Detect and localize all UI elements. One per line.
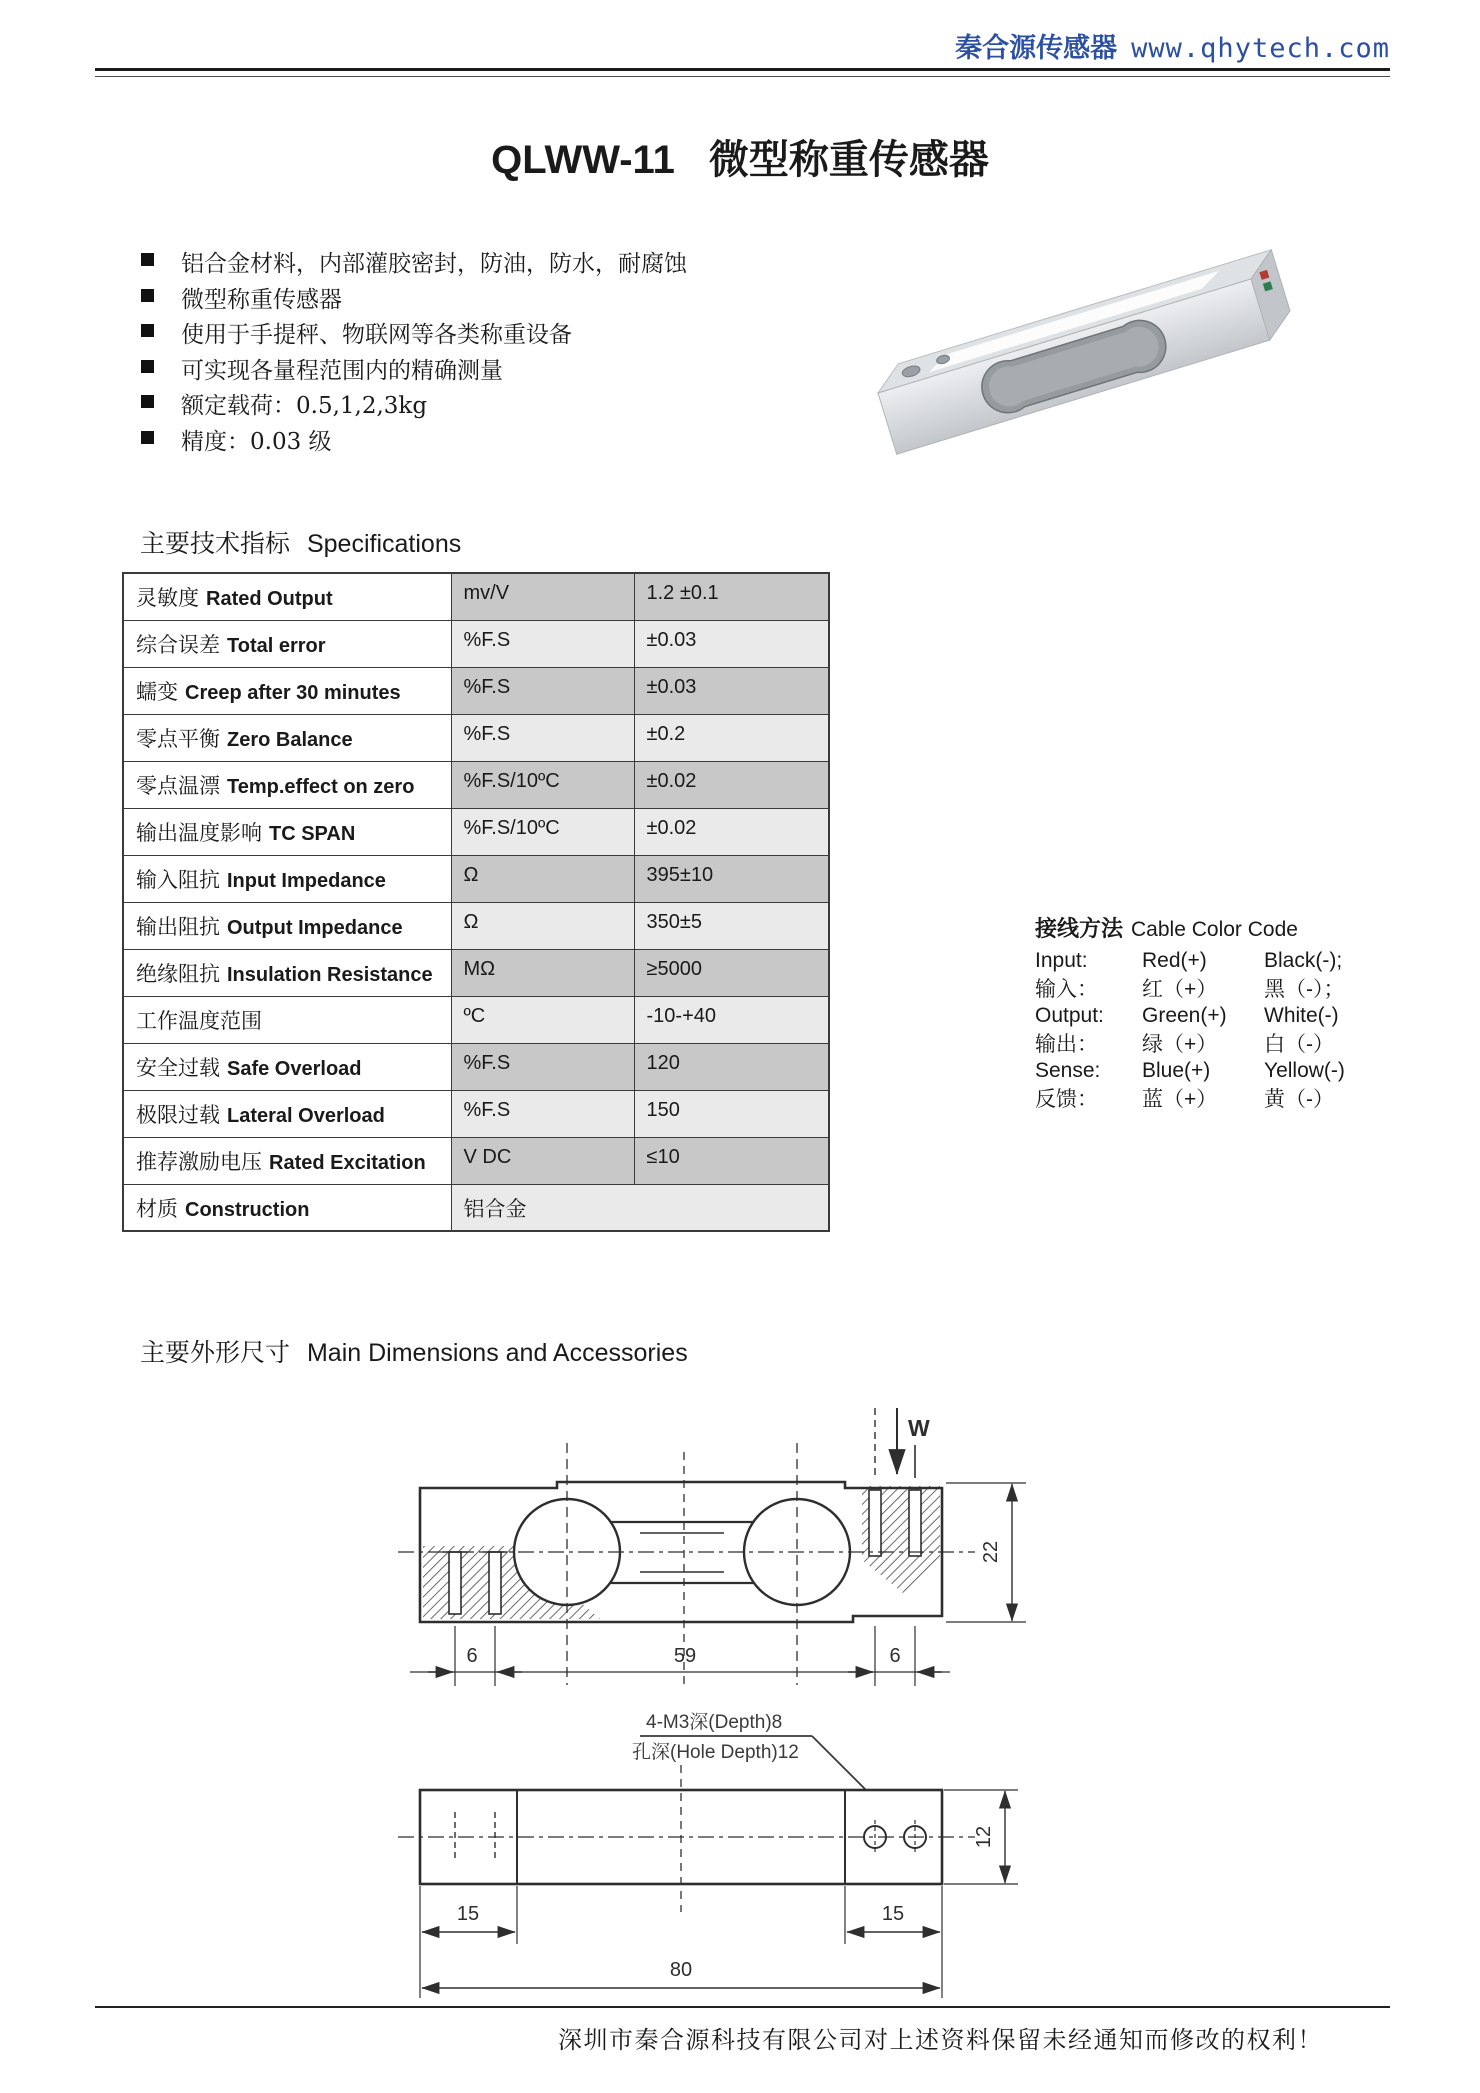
spec-parameter-en: Construction (185, 1198, 310, 1221)
spec-unit-cell: V DC (451, 1137, 634, 1184)
product-name: 微型称重传感器 (708, 136, 989, 183)
cable-row (1035, 1002, 1380, 1030)
spec-unit-cell: Ω (451, 855, 634, 902)
cable-row-negative: 黄（-） (1264, 1088, 1334, 1112)
top-view-drawing (398, 1765, 1018, 1998)
specs-heading (140, 524, 461, 560)
spec-parameter-zh: 极限过载 (136, 1102, 220, 1127)
spec-row (123, 620, 829, 667)
feature-item (141, 316, 687, 352)
spec-parameter-zh: 安全过载 (136, 1055, 220, 1080)
spec-parameter-cell (123, 1090, 451, 1137)
spec-unit-cell: %F.S (451, 714, 634, 761)
spec-value-cell: -10-+40 (634, 996, 829, 1043)
cable-row-negative: Black(-); (1264, 948, 1343, 972)
spec-unit-cell: ºC (451, 996, 634, 1043)
cable-color-code (1035, 912, 1380, 1112)
bullet-square-icon (141, 431, 154, 444)
cable-row-label: 输入： (1035, 978, 1098, 1002)
cable-heading: 接线方法 Cable Color Code (1035, 916, 1298, 942)
cable-row-label: Sense: (1035, 1058, 1101, 1082)
cable-row-negative: White(-) (1264, 1003, 1339, 1027)
spec-parameter-cell (123, 1137, 451, 1184)
spec-parameter-cell (123, 808, 451, 855)
page-title (0, 128, 1480, 185)
spec-unit-cell: %F.S/10ºC (451, 808, 634, 855)
spec-value-cell: 395±10 (634, 855, 829, 902)
dimensions-heading-en: Main Dimensions and Accessories (306, 1339, 688, 1367)
product-photo (853, 238, 1303, 470)
bullet-square-icon (141, 360, 154, 373)
spec-value-cell: ±0.02 (634, 808, 829, 855)
bullet-square-icon (141, 289, 154, 302)
feature-text: 可实现各量程范围内的精确测量 (181, 357, 503, 384)
feature-item (141, 387, 687, 423)
spec-value-cell: ≥5000 (634, 949, 829, 996)
spec-parameter-zh: 灵敏度 (136, 586, 199, 610)
spec-unit-cell: Ω (451, 902, 634, 949)
dim-label-end-right: 6 (889, 1645, 901, 1667)
spec-parameter-en: Creep after 30 minutes (185, 681, 401, 704)
cable-row-label: 输出： (1035, 1033, 1098, 1057)
spec-parameter-zh: 输入阻抗 (136, 867, 220, 892)
spec-value-cell: 1.2 ±0.1 (634, 573, 829, 620)
spec-row (123, 949, 829, 996)
spec-value-cell: 120 (634, 1043, 829, 1090)
spec-parameter-zh: 材质 (136, 1196, 178, 1221)
cable-row-positive: Green(+) (1142, 1003, 1227, 1027)
spec-unit-cell: %F.S (451, 620, 634, 667)
spec-parameter-cell (123, 573, 451, 620)
dim-label-beam-span: 59 (673, 1645, 697, 1667)
dim-label-width: 12 (973, 1825, 995, 1849)
cable-row-negative: 黑（-）； (1264, 978, 1345, 1002)
company-website-link[interactable]: www.qhytech.com (1131, 33, 1390, 64)
spec-value-cell: 350±5 (634, 902, 829, 949)
dim-label-end-left: 6 (466, 1645, 478, 1667)
cable-row-label: Input: (1035, 948, 1088, 972)
feature-text: 使用于手提秤、物联网等各类称重设备 (181, 322, 572, 349)
cable-row (1035, 975, 1380, 1003)
spec-unit-cell: 铝合金 (451, 1184, 634, 1231)
spec-row (123, 855, 829, 902)
dimensions-heading-zh: 主要外形尺寸 (140, 1338, 291, 1367)
spec-value-cell: ±0.02 (634, 761, 829, 808)
spec-parameter-cell (123, 620, 451, 667)
spec-row (123, 573, 829, 620)
dimensions-heading (140, 1333, 688, 1369)
feature-list (141, 245, 687, 459)
spec-unit-cell: %F.S (451, 1043, 634, 1090)
spec-row (123, 1184, 829, 1231)
feature-item (141, 352, 687, 388)
cable-row-label: 反馈： (1035, 1088, 1098, 1112)
spec-value-cell: ≤10 (634, 1137, 829, 1184)
bullet-square-icon (141, 395, 154, 408)
spec-parameter-en: TC SPAN (269, 822, 356, 845)
footer-divider (95, 2006, 1390, 2008)
side-section-drawing (398, 1408, 1026, 1688)
spec-parameter-en: Input Impedance (227, 869, 386, 892)
feature-item (141, 281, 687, 317)
cable-row-positive: 红（+） (1142, 978, 1218, 1002)
specs-table-wrap (122, 572, 830, 1232)
spec-parameter-en: Zero Balance (227, 728, 353, 751)
dim-label-hole-left: 15 (456, 1903, 480, 1925)
spec-parameter-zh: 工作温度范围 (136, 1008, 262, 1033)
spec-row (123, 1090, 829, 1137)
spec-parameter-zh: 输出阻抗 (136, 914, 220, 939)
specs-table (122, 572, 830, 1232)
header-divider (95, 68, 1390, 77)
spec-unit-cell: mv/V (451, 573, 634, 620)
spec-parameter-cell (123, 1184, 451, 1231)
spec-parameter-zh: 综合误差 (136, 632, 220, 657)
spec-parameter-cell (123, 855, 451, 902)
spec-parameter-zh: 蠕变 (136, 679, 178, 704)
cable-row (1035, 1030, 1380, 1058)
spec-row (123, 902, 829, 949)
cable-row-positive: Red(+) (1142, 948, 1207, 972)
spec-unit-cell: %F.S/10ºC (451, 761, 634, 808)
spec-parameter-cell (123, 667, 451, 714)
feature-item (141, 245, 687, 281)
spec-parameter-en: Output Impedance (227, 916, 403, 939)
feature-text: 铝合金材料，内部灌胶密封，防油，防水，耐腐蚀 (181, 251, 687, 277)
spec-parameter-cell (123, 996, 451, 1043)
dim-label-hole-right: 15 (881, 1903, 905, 1925)
spec-parameter-en: Rated Excitation (269, 1151, 426, 1174)
spec-parameter-cell (123, 902, 451, 949)
spec-row (123, 761, 829, 808)
company-name: 秦合源传感器 (955, 33, 1118, 64)
header (955, 26, 1390, 65)
spec-value-cell: 150 (634, 1090, 829, 1137)
dim-label-height: 22 (980, 1540, 1002, 1564)
specs-heading-zh: 主要技术指标 (140, 529, 291, 558)
feature-text: 额定载荷：0.5,1,2,3kg (181, 393, 428, 420)
cable-row-positive: 绿（+） (1142, 1033, 1218, 1057)
spec-parameter-en: Safe Overload (227, 1057, 362, 1080)
feature-text: 微型称重传感器 (181, 286, 342, 313)
spec-parameter-cell (123, 761, 451, 808)
spec-parameter-zh: 零点温漂 (136, 773, 220, 798)
spec-row (123, 808, 829, 855)
spec-parameter-en: Insulation Resistance (227, 963, 433, 986)
cable-row-positive: Blue(+) (1142, 1058, 1211, 1082)
spec-row (123, 1137, 829, 1184)
spec-parameter-en: Rated Output (206, 588, 333, 610)
cable-row-positive: 蓝（+） (1142, 1088, 1218, 1112)
spec-value-cell: ±0.03 (634, 620, 829, 667)
cable-row-negative: 白（-） (1264, 1033, 1334, 1057)
spec-parameter-en: Total error (227, 634, 326, 657)
dimension-drawings (300, 1395, 1100, 2010)
load-cell-body (872, 250, 1297, 454)
spec-value-cell: ±0.2 (634, 714, 829, 761)
spec-row (123, 996, 829, 1043)
spec-parameter-zh: 绝缘阻抗 (136, 961, 220, 986)
spec-value-cell: ±0.03 (634, 667, 829, 714)
spec-parameter-zh: 推荐激励电压 (136, 1149, 262, 1174)
cable-row-label: Output: (1035, 1003, 1104, 1027)
spec-parameter-zh: 输出温度影响 (136, 820, 262, 845)
footer-notice: 深圳市秦合源科技有限公司对上述资料保留未经通知而修改的权利！ (558, 2026, 1323, 2054)
cable-rows (1035, 947, 1380, 1112)
specs-heading-en: Specifications (306, 530, 462, 558)
feature-item (141, 423, 687, 459)
spec-parameter-cell (123, 1043, 451, 1090)
spec-row (123, 667, 829, 714)
model-number: QLWW-11 (491, 138, 675, 182)
spec-parameter-cell (123, 714, 451, 761)
thread-note-line1: 4-M3深(Depth)8 (646, 1712, 783, 1733)
cable-row-negative: Yellow(-) (1264, 1058, 1345, 1082)
dim-label-w: W (908, 1415, 930, 1441)
spec-parameter-cell (123, 949, 451, 996)
spec-row (123, 1043, 829, 1090)
spec-value-cell (634, 1184, 829, 1231)
bullet-square-icon (141, 324, 154, 337)
cable-row (1035, 1057, 1380, 1085)
spec-unit-cell: MΩ (451, 949, 634, 996)
spec-unit-cell: %F.S (451, 1090, 634, 1137)
bullet-square-icon (141, 253, 154, 266)
cable-row (1035, 1085, 1380, 1113)
spec-parameter-en: Lateral Overload (227, 1104, 385, 1127)
dim-label-total-length: 80 (669, 1959, 693, 1981)
spec-row (123, 714, 829, 761)
thread-note-line2: 孔深(Hole Depth)12 (632, 1742, 799, 1763)
spec-parameter-en: Temp.effect on zero (227, 775, 415, 798)
spec-unit-cell: %F.S (451, 667, 634, 714)
spec-parameter-zh: 零点平衡 (136, 726, 220, 751)
feature-text: 精度：0.03 级 (181, 428, 332, 455)
cable-row (1035, 947, 1380, 975)
